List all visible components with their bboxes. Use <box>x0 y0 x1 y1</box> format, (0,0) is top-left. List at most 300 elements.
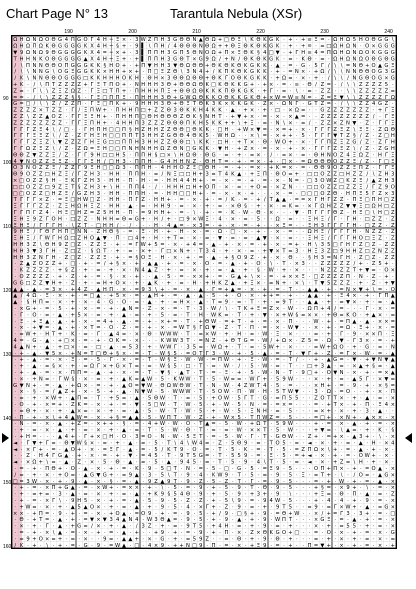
stitch-symbol: = <box>134 370 139 377</box>
stitch-symbol: □ <box>383 158 389 165</box>
stitch-symbol: × <box>19 523 24 530</box>
stitch-symbol: ▼ <box>358 286 363 293</box>
stitch-symbol: = <box>153 190 159 197</box>
stitch-symbol: = <box>134 382 139 389</box>
stitch-symbol: + <box>365 299 370 306</box>
stitch-symbol: · <box>238 197 241 204</box>
stitch-symbol: ▲ <box>141 376 146 383</box>
stitch-symbol: ▼ <box>256 126 261 133</box>
stitch-symbol: Θ <box>320 158 325 165</box>
stitch-symbol: Η <box>115 197 120 204</box>
stitch-symbol: · <box>78 306 81 313</box>
stitch-symbol: · <box>244 542 247 548</box>
stitch-symbol: 9 <box>224 299 229 306</box>
stitch-symbol: · <box>174 210 177 217</box>
stitch-symbol: · <box>78 389 81 396</box>
stitch-symbol: □ <box>191 542 197 548</box>
stitch-symbol: + <box>288 530 293 537</box>
stitch-symbol: = <box>390 88 395 95</box>
stitch-symbol: Κ <box>243 69 248 76</box>
stitch-symbol: Κ <box>211 472 216 479</box>
stitch-symbol: · <box>161 235 164 242</box>
stitch-symbol: · <box>270 434 273 441</box>
stitch-symbol: Ζ <box>378 88 382 95</box>
stitch-symbol: Ζ <box>371 229 376 236</box>
stitch-symbol: Ω <box>83 146 88 153</box>
stitch-symbol: T <box>269 446 273 453</box>
stitch-symbol: = <box>121 331 127 338</box>
stitch-symbol: 9 <box>186 472 190 479</box>
stitch-symbol: T <box>173 478 177 485</box>
stitch-symbol: Γ <box>13 126 17 133</box>
stitch-symbol: × <box>320 446 325 453</box>
stitch-symbol: W <box>185 414 191 421</box>
stitch-symbol: · <box>27 414 29 421</box>
stitch-symbol: □ <box>307 370 313 377</box>
stitch-symbol: = <box>185 530 191 537</box>
stitch-symbol: W <box>262 370 268 377</box>
stitch-symbol: = <box>243 235 248 242</box>
stitch-symbol: Θ <box>307 82 312 89</box>
stitch-symbol: / <box>327 216 330 223</box>
stitch-symbol: · <box>206 376 209 383</box>
stitch-symbol: G <box>57 37 63 44</box>
stitch-symbol: Θ <box>147 75 152 82</box>
stitch-symbol: 3 <box>96 178 101 185</box>
stitch-symbol: = <box>96 261 101 268</box>
stitch-symbol: = <box>326 101 331 108</box>
stitch-symbol: Ζ <box>64 88 69 95</box>
stitch-symbol: Η <box>147 82 152 89</box>
stitch-symbol: T <box>263 427 267 434</box>
stitch-symbol: Π <box>115 94 120 101</box>
stitch-symbol: = <box>275 350 280 357</box>
stitch-symbol: = <box>390 325 395 332</box>
stitch-symbol: × <box>365 331 370 338</box>
stitch-symbol: W <box>185 382 191 389</box>
stitch-symbol: · <box>244 523 247 530</box>
stitch-symbol: × <box>160 75 165 82</box>
stitch-symbol: Ζ <box>327 88 331 95</box>
stitch-symbol: × <box>275 222 280 229</box>
stitch-symbol: + <box>249 306 255 313</box>
stitch-symbol: · <box>103 338 106 345</box>
stitch-symbol: Γ <box>45 248 49 255</box>
stitch-symbol: Θ <box>333 190 338 197</box>
stitch-symbol: · <box>302 536 305 543</box>
stitch-symbol: · <box>270 427 273 434</box>
stitch-symbol: 4 <box>167 158 171 165</box>
stitch-symbol: ▲ <box>122 510 126 517</box>
stitch-symbol: · <box>129 389 132 396</box>
stitch-symbol: · <box>180 363 183 370</box>
stitch-symbol: T <box>288 299 292 306</box>
stitch-symbol: Γ <box>77 158 81 165</box>
stitch-symbol: × <box>205 331 210 338</box>
stitch-symbol: · <box>219 325 221 332</box>
stitch-symbol: · <box>257 523 260 530</box>
stitch-symbol: = <box>185 350 191 357</box>
stitch-symbol: T <box>71 184 75 191</box>
stitch-symbol: 3 <box>39 248 43 255</box>
stitch-symbol: · <box>283 466 285 473</box>
stitch-symbol: □ <box>179 190 185 197</box>
stitch-symbol: · <box>334 472 337 479</box>
stitch-symbol: + <box>109 293 114 300</box>
stitch-symbol: = <box>83 293 88 300</box>
stitch-symbol: Ω <box>230 133 235 140</box>
stitch-symbol: · <box>244 517 247 524</box>
stitch-symbol: Ζ <box>339 267 344 274</box>
stitch-symbol: Ω <box>307 158 312 165</box>
stitch-symbol: Κ <box>115 338 120 345</box>
stitch-symbol: / <box>238 363 241 370</box>
stitch-symbol: Π <box>352 190 357 197</box>
stitch-symbol: Ο <box>345 389 351 396</box>
stitch-symbol: / <box>116 222 119 229</box>
stitch-symbol: · <box>231 331 234 338</box>
stitch-symbol: Γ <box>109 357 113 364</box>
stitch-symbol: = <box>339 517 344 524</box>
stitch-symbol: Η <box>109 222 114 229</box>
stitch-symbol: = <box>377 485 383 492</box>
stitch-symbol: · <box>347 472 349 479</box>
stitch-symbol: · <box>231 510 234 517</box>
stitch-symbol: W <box>185 389 191 396</box>
stitch-symbol: + <box>70 363 75 370</box>
stitch-symbol: G <box>243 88 248 95</box>
stitch-symbol: · <box>78 363 81 370</box>
stitch-symbol: 3 <box>154 517 158 524</box>
stitch-symbol: ▼ <box>90 517 94 524</box>
stitch-symbol: × <box>275 133 280 140</box>
stitch-symbol: · <box>78 318 81 325</box>
stitch-symbol: Ο <box>352 312 357 319</box>
stitch-symbol: · <box>359 293 362 300</box>
stitch-symbol: × <box>128 69 133 76</box>
stitch-symbol: · <box>180 306 183 313</box>
stitch-symbol: Ξ <box>71 357 75 364</box>
stitch-symbol: 9 <box>263 523 267 530</box>
stitch-symbol: Γ <box>90 88 94 95</box>
stitch-symbol: + <box>365 389 370 396</box>
stitch-symbol: · <box>231 325 234 332</box>
stitch-symbol: Η <box>173 178 178 185</box>
stitch-symbol: · <box>206 299 209 306</box>
stitch-symbol: · <box>65 280 68 287</box>
stitch-symbol: □ <box>19 178 25 185</box>
stitch-symbol: Ξ <box>115 56 120 63</box>
stitch-symbol: · <box>219 248 221 255</box>
stitch-symbol: Θ <box>51 466 56 473</box>
stitch-symbol: § <box>167 363 171 370</box>
stitch-symbol: × <box>339 434 344 441</box>
stitch-symbol: Θ <box>45 229 50 236</box>
stitch-symbol: · <box>270 376 273 383</box>
stitch-symbol: Ζ <box>77 139 81 146</box>
stitch-symbol: Ζ <box>45 203 49 210</box>
stitch-symbol: T <box>333 402 337 409</box>
stitch-symbol: W <box>147 382 153 389</box>
stitch-symbol: Η <box>147 165 152 172</box>
stitch-symbol: · <box>84 459 87 466</box>
stitch-symbol: G <box>32 338 37 345</box>
stitch-symbol: Ο <box>320 395 325 402</box>
stitch-symbol: · <box>251 261 253 268</box>
stitch-symbol: 4 <box>269 498 273 505</box>
stitch-symbol: ▼ <box>45 350 50 357</box>
stitch-symbol: Π <box>128 190 133 197</box>
stitch-symbol: · <box>103 408 106 415</box>
stitch-symbol: Ξ <box>13 203 17 210</box>
stitch-symbol: · <box>359 402 362 409</box>
stitch-symbol: Ξ <box>307 222 312 229</box>
stitch-symbol: □ <box>364 222 370 229</box>
stitch-symbol: + <box>352 536 357 543</box>
stitch-symbol: × <box>237 190 242 197</box>
stitch-symbol: Ξ <box>51 152 56 159</box>
stitch-symbol: Ζ <box>179 114 184 121</box>
stitch-symbol: = <box>83 523 88 530</box>
stitch-symbol: + <box>217 222 223 229</box>
stitch-symbol: □ <box>70 210 76 217</box>
stitch-symbol: + <box>32 472 37 479</box>
stitch-symbol: 5 <box>160 312 165 319</box>
stitch-symbol: Γ <box>250 434 254 441</box>
stitch-symbol: · <box>219 184 221 191</box>
stitch-symbol: T <box>52 331 56 338</box>
stitch-symbol: · <box>20 440 23 447</box>
stitch-symbol: Ζ <box>378 184 382 191</box>
stitch-symbol: + <box>166 261 171 268</box>
stitch-symbol: □ <box>364 216 370 223</box>
stitch-symbol: ▲ <box>122 530 126 537</box>
stitch-symbol: · <box>52 434 55 441</box>
stitch-symbol: + <box>249 523 255 530</box>
stitch-symbol: × <box>198 274 203 281</box>
stitch-symbol: · <box>244 293 247 300</box>
stitch-symbol: · <box>334 101 337 108</box>
stitch-symbol: · <box>334 536 337 543</box>
stitch-symbol: · <box>295 408 298 415</box>
stitch-symbol: \ <box>52 139 55 146</box>
stitch-symbol: Ζ <box>90 242 94 249</box>
stitch-symbol: 5 <box>173 363 177 370</box>
stitch-symbol: + <box>57 485 63 492</box>
stitch-symbol: · <box>238 216 241 223</box>
stitch-symbol: □ <box>217 126 223 133</box>
stitch-symbol: · <box>52 491 55 498</box>
stitch-symbol: · <box>219 542 221 548</box>
stitch-symbol: · <box>52 210 55 217</box>
stitch-symbol: = <box>249 165 255 172</box>
stitch-symbol: Π <box>45 466 50 473</box>
stitch-symbol: Ζ <box>327 267 331 274</box>
stitch-symbol: G <box>173 56 178 63</box>
stitch-symbol: · <box>276 267 279 274</box>
stitch-symbol: · <box>91 299 93 306</box>
stitch-symbol: Κ <box>218 75 222 82</box>
stitch-symbol: Π <box>109 286 114 293</box>
stitch-symbol: · <box>295 293 298 300</box>
stitch-symbol: § <box>116 261 119 268</box>
stitch-symbol: · <box>91 408 93 415</box>
stitch-symbol: Ζ <box>32 120 37 127</box>
stitch-symbol: □ <box>307 184 313 191</box>
stitch-symbol: G <box>134 216 139 223</box>
stitch-symbol: Ζ <box>45 158 49 165</box>
stitch-symbol: T <box>173 446 177 453</box>
stitch-symbol: · <box>257 357 260 364</box>
stitch-symbol: = <box>313 408 319 415</box>
stitch-symbol: · <box>65 402 68 409</box>
stitch-symbol: Η <box>109 197 114 204</box>
stitch-symbol: = <box>19 101 24 108</box>
stitch-symbol: · <box>91 536 93 543</box>
stitch-symbol: · <box>52 338 55 345</box>
stitch-symbol: · <box>14 523 17 530</box>
stitch-symbol: Η <box>90 190 94 197</box>
stitch-symbol: T <box>173 395 177 402</box>
stitch-symbol: § <box>193 325 196 332</box>
stitch-symbol: T <box>167 440 171 447</box>
stitch-symbol: = <box>32 427 37 434</box>
stitch-symbol: 5 <box>154 453 158 460</box>
stitch-symbol: Η <box>166 178 171 185</box>
stitch-symbol: Ζ <box>45 120 49 127</box>
stitch-symbol: · <box>59 178 61 185</box>
stitch-symbol: = <box>102 50 107 57</box>
stitch-symbol: 5 <box>282 440 286 447</box>
stitch-symbol: Π <box>122 126 126 133</box>
stitch-symbol: ▲ <box>378 478 382 485</box>
stitch-symbol: Η <box>102 126 107 133</box>
stitch-symbol: 9 <box>199 485 203 492</box>
stitch-symbol: + <box>77 446 82 453</box>
stitch-symbol: 5 <box>295 395 299 402</box>
stitch-symbol: · <box>270 254 273 261</box>
stitch-symbol: W <box>159 395 165 402</box>
stitch-symbol: □ <box>70 229 76 236</box>
stitch-symbol: Γ <box>52 453 56 460</box>
stitch-symbol: Ο <box>358 235 363 242</box>
stitch-symbol: = <box>301 197 306 204</box>
stitch-symbol: · <box>359 350 362 357</box>
stitch-symbol: ▲ <box>83 478 88 485</box>
stitch-symbol: Ξ <box>359 197 363 204</box>
stitch-symbol: = <box>83 344 88 351</box>
stitch-symbol: = <box>326 434 331 441</box>
stitch-symbol: · <box>270 408 273 415</box>
stitch-symbol: · <box>142 421 145 428</box>
stitch-symbol: · <box>372 517 375 524</box>
stitch-symbol: Η <box>90 184 94 191</box>
stitch-symbol: · <box>372 402 375 409</box>
stitch-symbol: Θ <box>13 171 18 178</box>
stitch-symbol: + <box>38 491 43 498</box>
stitch-symbol: Ν <box>378 248 382 255</box>
stitch-symbol: · <box>212 210 215 217</box>
stitch-symbol: × <box>45 504 50 511</box>
stitch-symbol: Η <box>134 126 139 133</box>
stitch-symbol: · <box>334 293 337 300</box>
stitch-symbol: × <box>301 126 306 133</box>
stitch-symbol: Η <box>96 120 101 127</box>
stitch-symbol: = <box>45 286 50 293</box>
stitch-symbol: 3 <box>167 75 171 82</box>
stitch-symbol: · <box>52 318 55 325</box>
stitch-symbol: Η <box>154 101 158 108</box>
stitch-symbol: Η <box>115 171 120 178</box>
stitch-symbol: 5 <box>282 459 286 466</box>
stitch-symbol: + <box>365 421 370 428</box>
stitch-symbol: · <box>372 530 375 537</box>
stitch-symbol: G <box>249 69 255 76</box>
stitch-symbol: = <box>269 274 274 281</box>
stitch-symbol: Ζ <box>391 203 395 210</box>
stitch-symbol: = <box>179 261 184 268</box>
stitch-symbol: Ζ <box>122 325 126 332</box>
stitch-symbol: · <box>385 466 388 473</box>
stitch-symbol: Ο <box>13 165 18 172</box>
stitch-symbol: ≡ <box>294 82 299 89</box>
stitch-symbol: = <box>205 459 210 466</box>
stitch-symbol: Ο <box>115 62 120 69</box>
stitch-symbol: + <box>313 363 319 370</box>
stitch-symbol: · <box>142 498 145 505</box>
stitch-symbol: Ζ <box>333 171 337 178</box>
stitch-symbol: · <box>270 75 273 82</box>
stitch-symbol: Ζ <box>160 120 165 127</box>
stitch-symbol: \ <box>20 69 23 76</box>
stitch-symbol: + <box>32 402 37 409</box>
stitch-symbol: Ξ <box>147 254 152 261</box>
stitch-symbol: = <box>288 171 293 178</box>
stitch-symbol: + <box>147 248 152 255</box>
stitch-symbol: · <box>302 267 305 274</box>
stitch-symbol: Ζ <box>391 222 395 229</box>
stitch-symbol: · <box>206 190 209 197</box>
stitch-symbol: = <box>326 504 331 511</box>
stitch-symbol: / <box>321 510 324 517</box>
stitch-symbol: 5 <box>199 408 203 415</box>
stitch-symbol: Η <box>198 107 203 114</box>
stitch-symbol: 5 <box>275 421 280 428</box>
stitch-symbol: ▼ <box>339 338 344 345</box>
stitch-symbol: = <box>275 395 280 402</box>
stitch-symbol: Η <box>38 453 43 460</box>
stitch-symbol: · <box>302 82 305 89</box>
stitch-symbol: Θ <box>173 139 178 146</box>
stitch-symbol: G <box>64 75 69 82</box>
stitch-symbol: Θ <box>384 56 389 63</box>
stitch-symbol: ▼ <box>102 517 107 524</box>
stitch-symbol: · <box>39 293 42 300</box>
stitch-symbol: × <box>313 523 319 530</box>
stitch-symbol: · <box>219 376 221 383</box>
stitch-symbol: × <box>147 536 152 543</box>
stitch-symbol: Π <box>134 152 139 159</box>
stitch-symbol: · <box>244 466 247 473</box>
stitch-symbol: + <box>249 421 255 428</box>
stitch-symbol: Π <box>250 325 254 332</box>
stitch-symbol: K <box>256 75 261 82</box>
stitch-symbol: + <box>166 318 171 325</box>
stitch-symbol: + <box>224 338 229 345</box>
stitch-symbol: · <box>231 382 234 389</box>
stitch-symbol: Η <box>320 152 325 159</box>
stitch-symbol: × <box>83 536 88 543</box>
